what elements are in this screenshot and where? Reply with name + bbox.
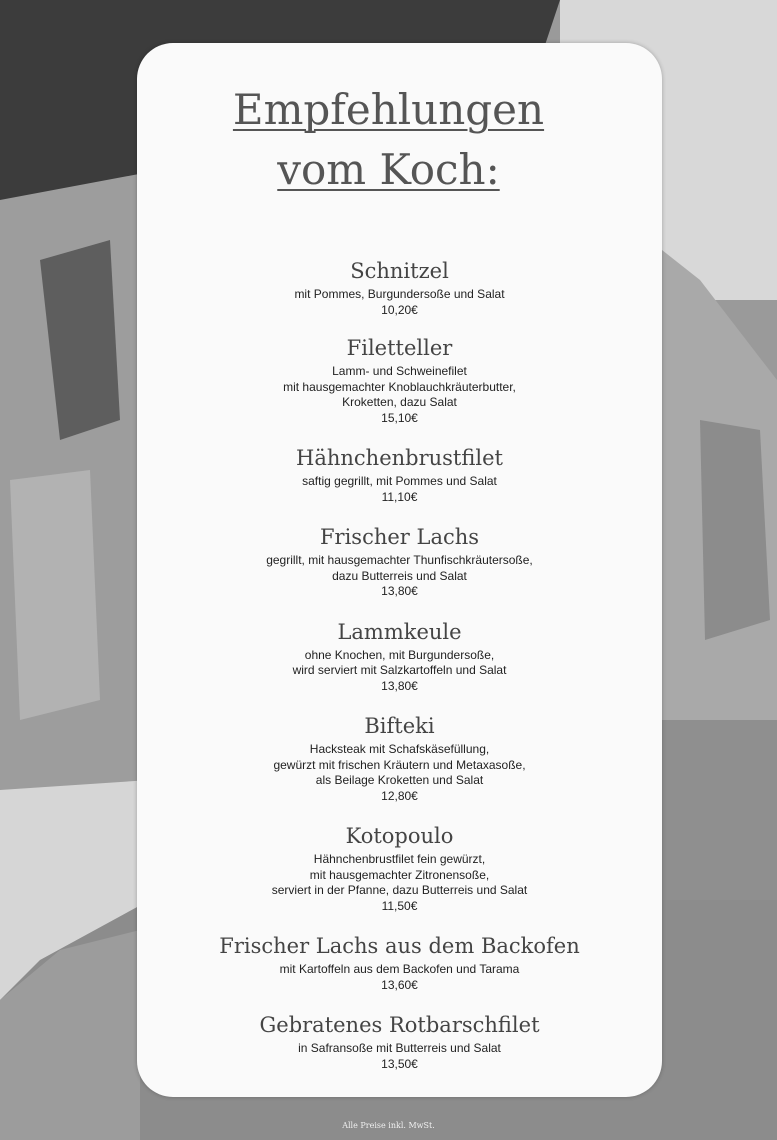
dish-name: Hähnchenbrustfilet — [296, 446, 503, 470]
dish-item — [137, 442, 662, 505]
dish-description-line: Hähnchenbrustfilet fein gewürzt, — [313, 852, 486, 866]
dish-description — [137, 474, 662, 490]
dish-price: 10,20€ — [381, 302, 418, 317]
dish-description-line: mit Pommes, Burgundersoße und Salat — [294, 287, 505, 301]
dish-description-line: mit Kartoffeln aus dem Backofen und Tarama — [279, 962, 520, 976]
dish-description-line: ohne Knochen, mit Burgundersoße, — [304, 647, 495, 662]
dish-item — [137, 820, 662, 914]
dish-item — [137, 332, 662, 426]
dish-name: Frischer Lachs — [319, 525, 480, 549]
dish-name: Schnitzel — [350, 259, 449, 283]
dish-item — [137, 710, 662, 804]
title-line-1: Empfehlungen — [232, 85, 545, 134]
dish-description — [137, 1041, 662, 1057]
dish-name: Lammkeule — [337, 619, 462, 644]
dish-description-line: Lamm- und Schweinefilet — [332, 364, 467, 378]
dish-price: 13,80€ — [381, 584, 418, 598]
dish-description-line: Kroketten, dazu Salat — [342, 395, 457, 409]
dish-name: Kotopoulo — [345, 824, 454, 848]
dish-description-line: wird serviert mit Salzkartoffeln und Salat — [292, 663, 507, 677]
dish-price: 13,50€ — [381, 1056, 418, 1071]
dish-description-line: gegrillt, mit hausgemachter Thunfischkräutersoße, — [266, 553, 533, 567]
dish-price: 12,80€ — [381, 788, 418, 803]
dish-name: Frischer Lachs aus dem Backofen — [219, 934, 580, 958]
dish-description — [137, 742, 662, 789]
dish-item — [137, 616, 662, 695]
dish-description-line: als Beilage Kroketten und Salat — [315, 773, 484, 787]
dish-description — [137, 962, 662, 978]
dish-item — [137, 1009, 662, 1072]
dish-name: Gebratenes Rotbarschfilet — [259, 1013, 540, 1037]
dish-description-line: mit hausgemachter Zitronensoße, — [309, 867, 490, 882]
dish-item — [137, 930, 662, 993]
dish-name: Bifteki — [364, 714, 435, 738]
dish-description — [137, 852, 662, 899]
dish-description — [137, 648, 662, 679]
title-line-2: vom Koch: — [277, 145, 500, 194]
dish-price: 13,60€ — [381, 977, 418, 992]
price-footnote: Alle Preise inkl. MwSt. — [342, 1121, 435, 1130]
dish-description — [137, 364, 662, 411]
dish-price: 11,10€ — [381, 489, 418, 504]
dish-description-line: dazu Butterreis und Salat — [332, 568, 467, 583]
dish-description — [137, 553, 662, 584]
dish-list — [137, 255, 662, 1072]
dish-description-line: serviert in der Pfanne, dazu Butterreis und Salat — [271, 883, 528, 897]
dish-description-line: Hacksteak mit Schafskäsefüllung, — [309, 742, 490, 756]
page-title — [0, 80, 777, 200]
dish-description-line: saftig gegrillt, mit Pommes und Salat — [302, 474, 497, 488]
dish-price: 13,80€ — [381, 678, 418, 693]
dish-name: Filetteller — [346, 336, 453, 360]
dish-description-line: gewürzt mit frischen Kräutern und Metaxasoße, — [273, 757, 526, 772]
dish-description-line: mit hausgemachter Knoblauchkräuterbutter, — [283, 379, 516, 394]
dish-price: 15,10€ — [381, 410, 418, 425]
dish-item — [137, 255, 662, 318]
dish-item — [137, 521, 662, 600]
dish-price: 11,50€ — [381, 898, 418, 913]
dish-description-line: in Safransoße mit Butterreis und Salat — [298, 1041, 501, 1055]
dish-description — [137, 287, 662, 303]
